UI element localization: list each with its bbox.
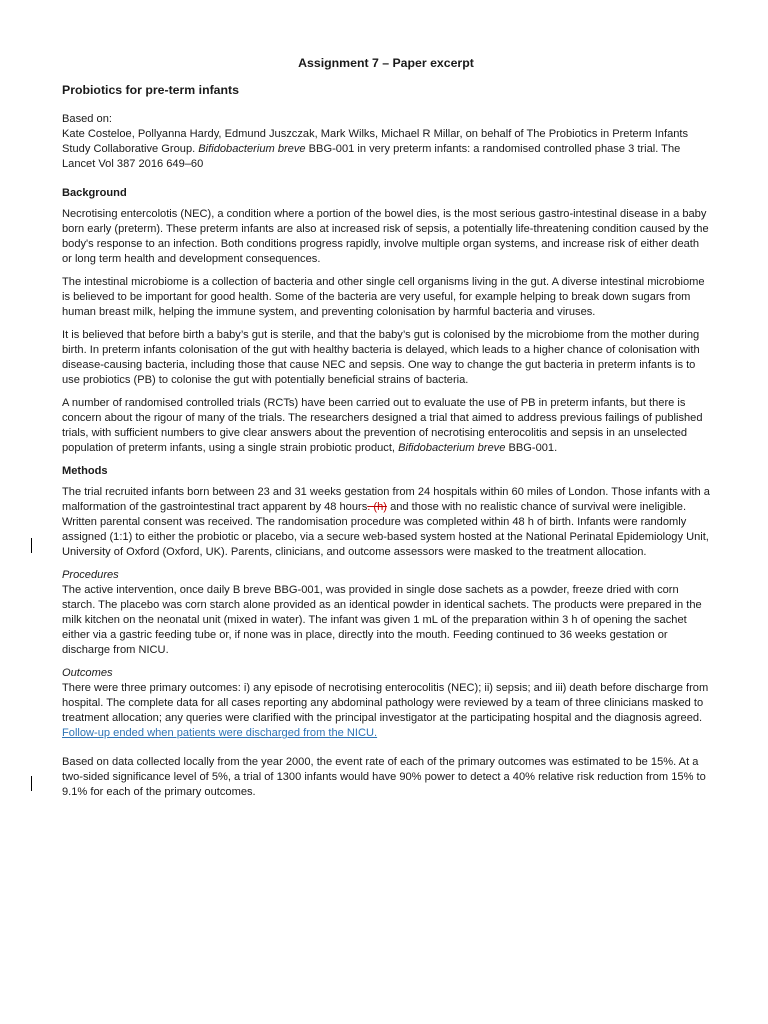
- background-paragraph-1: Necrotising entercolotis (NEC), a condition where a portion of the bowel dies, is the most serious gastro-intestinal disease in a baby born early (preterm). These preterm infants are also at increased risk of sepsis, a potentially life-threatening condition caused by the body's response to an infection. Both conditions progress rapidly, involve multiple organ systems, and increase risk of either death or long term health and development consequences.: [62, 208, 709, 265]
- procedures-paragraph: The active intervention, once daily B breve BBG-001, was provided in single dose sachets as a powder, freeze dried with corn starch. The placebo was corn starch alone provided as an identical powder in identical sachets. The products were prepared in the milk kitchen on the neonatal unit (mixed in water). The infant was given 1 mL of the preparation within 3 h of opening the sachet either via a gastric feeding tube or, if none was in place, directly into the mouth. Feeding continued to 36 weeks gestation or discharge from NICU.: [62, 584, 702, 656]
- methods-p1-text-a: The trial recruited infants born between 23 and 31 weeks gestation from 24 hospitals within 60 miles of London. Those infants with a malformation of the gastrointestinal tract apparent by 48 hours: [62, 486, 710, 513]
- background-heading: Background: [62, 187, 127, 199]
- sample-size-paragraph: Based on data collected locally from the year 2000, the event rate of each of the primary outcomes was estimated to be 15%. At a two-sided significance level of 5%, a trial of 1300 infants would have 90% power to detect a 40% relative risk reduction from 15% to 9.1% for each of the primary outcomes.: [62, 756, 706, 798]
- citation-label: Based on:: [62, 113, 112, 125]
- outcomes-heading: Outcomes: [62, 667, 113, 679]
- methods-heading: Methods: [62, 465, 108, 477]
- tracked-deletion: . (h): [367, 501, 387, 513]
- change-bar-outcomes: [31, 776, 32, 791]
- background-p4-species: Bifidobacterium breve: [398, 442, 506, 454]
- tracked-insertion: Follow-up ended when patients were discharged from the NICU.: [62, 727, 378, 739]
- background-paragraph-3: It is believed that before birth a baby’s gut is sterile, and that the baby’s gut is colonised by the microbiome from the mother during birth. In preterm infants colonisation of the gut with healthy bacteria is delayed, which leads to a higher chance of colonisation with disease-causing bacteria, including those that cause NEC and sepsis. One way to change the gut bacteria in preterm infants is to use probiotics (PB) to colonise the gut with potentially beneficial strains of bacteria.: [62, 329, 700, 386]
- outcomes-text: There were three primary outcomes: i) any episode of necrotising enterocolitis (NEC); ii) sepsis; and iii) death before discharge from hospital. The complete data for all cases reporting any abdominal pathology were reviewed by a team of three clinicians masked to treatment allocation; any queries were clarified with the principal investigator at the participating hospital and the diagnosis agreed.: [62, 682, 709, 724]
- procedures-heading: Procedures: [62, 569, 119, 581]
- citation-authors: Kate Costeloe, Pollyanna Hardy, Edmund Juszczak, Mark Wilks, Michael R Millar, on behalf of The Probiotics in Preterm Infants Study Collaborative Group.: [62, 128, 689, 155]
- methods-paragraph-1: [62, 485, 710, 560]
- document-page: [62, 56, 710, 808]
- change-bar-methods: [31, 538, 32, 553]
- background-paragraph-2: The intestinal microbiome is a collection of bacteria and other single cell organisms living in the gut. A diverse intestinal microbiome is believed to be important for good health. Some of the bacteria are very useful, for example helping to break down sugars from human breast milk, helping the immune system, and preventing colonisation by harmful bacteria and viruses.: [62, 276, 705, 318]
- citation: [62, 127, 710, 172]
- citation-species: Bifidobacterium breve: [198, 143, 306, 155]
- background-p4-end: BBG-001.: [505, 442, 558, 454]
- document-subtitle: Probiotics for pre-term infants: [62, 83, 239, 97]
- citation-rest: BBG-001 in very preterm infants: a randomised controlled phase 3 trial. The Lancet Vol 387 2016 649–60: [62, 143, 681, 170]
- background-p4-text: A number of randomised controlled trials (RCTs) have been carried out to evaluate the use of PB in preterm infants, but there is concern about the rigour of many of the trials. The researchers designed a trial that aimed to address previous failings of published trials, with sufficient numbers to give clear answers about the prevention of necrotising enterocolitis and sepsis in an unselected population of preterm infants, using a single strain probiotic product,: [62, 397, 703, 454]
- page-title: Assignment 7 – Paper excerpt: [298, 56, 474, 70]
- outcomes-paragraph: [62, 681, 710, 741]
- methods-p1-text-b: and those with no realistic chance of survival were ineligible. Written parental consent was received. The randomisation procedure was completed within 48 h of birth. Infants were randomly assigned (1:1) to either the probiotic or placebo, via a secure web-based system hosted at the National Perinatal Epidemiology Unit, University of Oxford (Oxford, UK). Parents, clinicians, and outcome assessors were masked to the treatment allocation.: [62, 501, 709, 558]
- background-paragraph-4: [62, 396, 710, 456]
